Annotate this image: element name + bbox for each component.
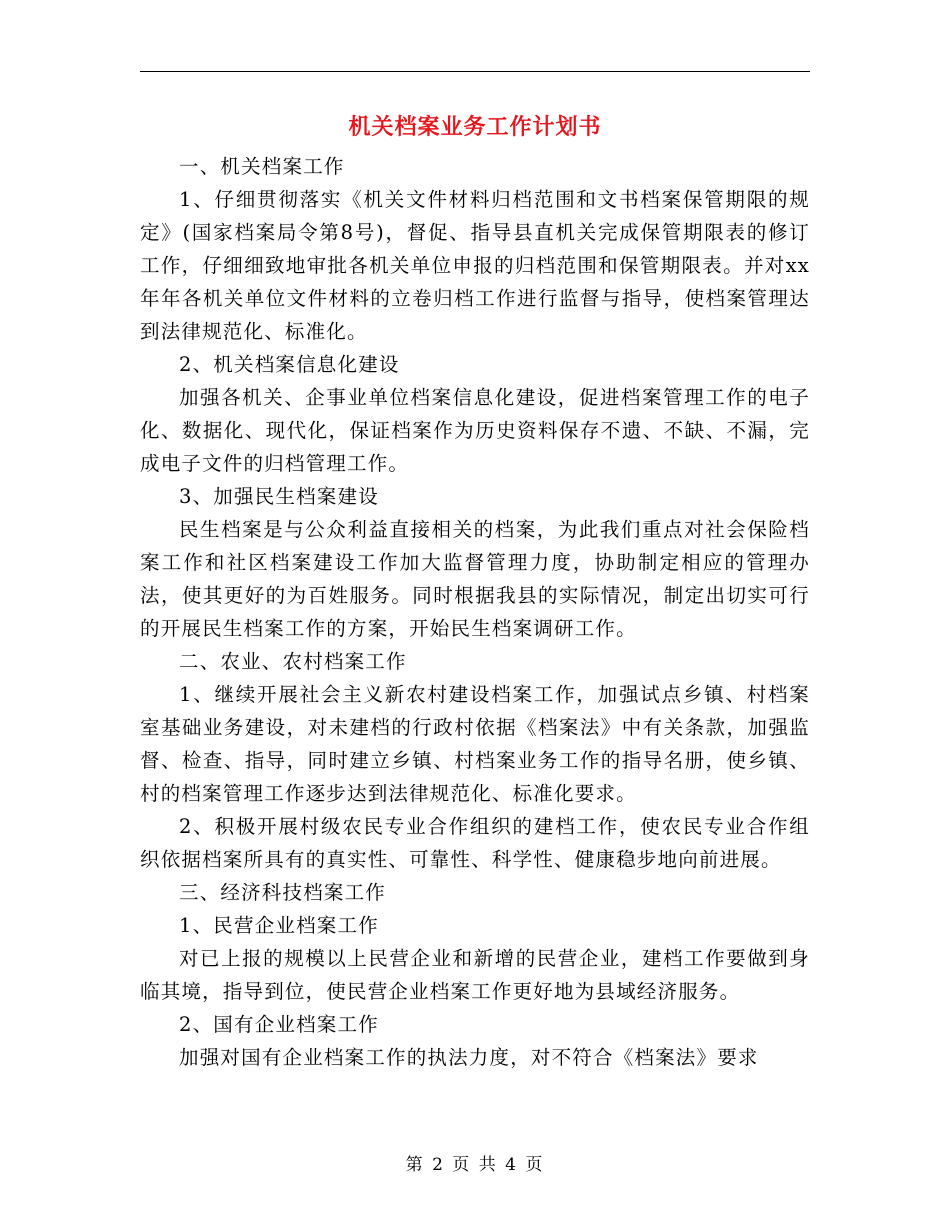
- section-heading: 三、经济科技档案工作: [179, 881, 387, 904]
- body-paragraph: 加强对国有企业档案工作的执法力度，对不符合《档案法》要求: [179, 1046, 759, 1069]
- document-title: 机关档案业务工作计划书: [348, 114, 602, 140]
- subsection-heading: 2、机关档案信息化建设: [179, 353, 400, 376]
- subsection-heading: 2、国有企业档案工作: [179, 1013, 379, 1036]
- header-rule: [140, 71, 810, 72]
- subsection-heading: 1、民营企业档案工作: [179, 914, 379, 937]
- subsection-heading: 3、加强民生档案建设: [179, 485, 379, 508]
- page-footer: 第 2 页 共 4 页: [405, 1155, 545, 1175]
- body-paragraph: 民生档案是与公众利益直接相关的档案，为此我们重点对社会保险档案工作和社区档案建设工作加大监督管理力度，协助制定相应的管理办法，使其更好的为百姓服务。同时根据我县的实际情况，制定出切实可行的开展民生档案工作的方案，开始民生档案调研工作。: [140, 518, 810, 640]
- body-paragraph: 1、继续开展社会主义新农村建设档案工作，加强试点乡镇、村档案室基础业务建设，对未建档的行政村依据《档案法》中有关条款，加强监督、检查、指导，同时建立乡镇、村档案业务工作的指导名册，使乡镇、村的档案管理工作逐步达到法律规范化、标准化要求。: [140, 683, 810, 805]
- body-paragraph: 对已上报的规模以上民营企业和新增的民营企业，建档工作要做到身临其境，指导到位，使民营企业档案工作更好地为县域经济服务。: [140, 947, 810, 1003]
- section-heading: 一、机关档案工作: [179, 155, 345, 178]
- section-heading: 二、农业、农村档案工作: [179, 650, 407, 673]
- document-body: [140, 150, 810, 1074]
- body-paragraph: 1、仔细贯彻落实《机关文件材料归档范围和文书档案保管期限的规定》(国家档案局令第8号)，督促、指导县直机关完成保管期限表的修订工作，仔细细致地审批各机关单位申报的归档范围和保管期限表。并对xx年年各机关单位文件材料的立卷归档工作进行监督与指导，使档案管理达到法律规范化、标准化。: [140, 188, 810, 343]
- body-paragraph: 2、积极开展村级农民专业合作组织的建档工作，使农民专业合作组织依据档案所具有的真实性、可靠性、科学性、健康稳步地向前进展。: [140, 815, 810, 871]
- body-paragraph: 加强各机关、企事业单位档案信息化建设，促进档案管理工作的电子化、数据化、现代化，保证档案作为历史资料保存不遗、不缺、不漏，完成电子文件的归档管理工作。: [140, 386, 810, 475]
